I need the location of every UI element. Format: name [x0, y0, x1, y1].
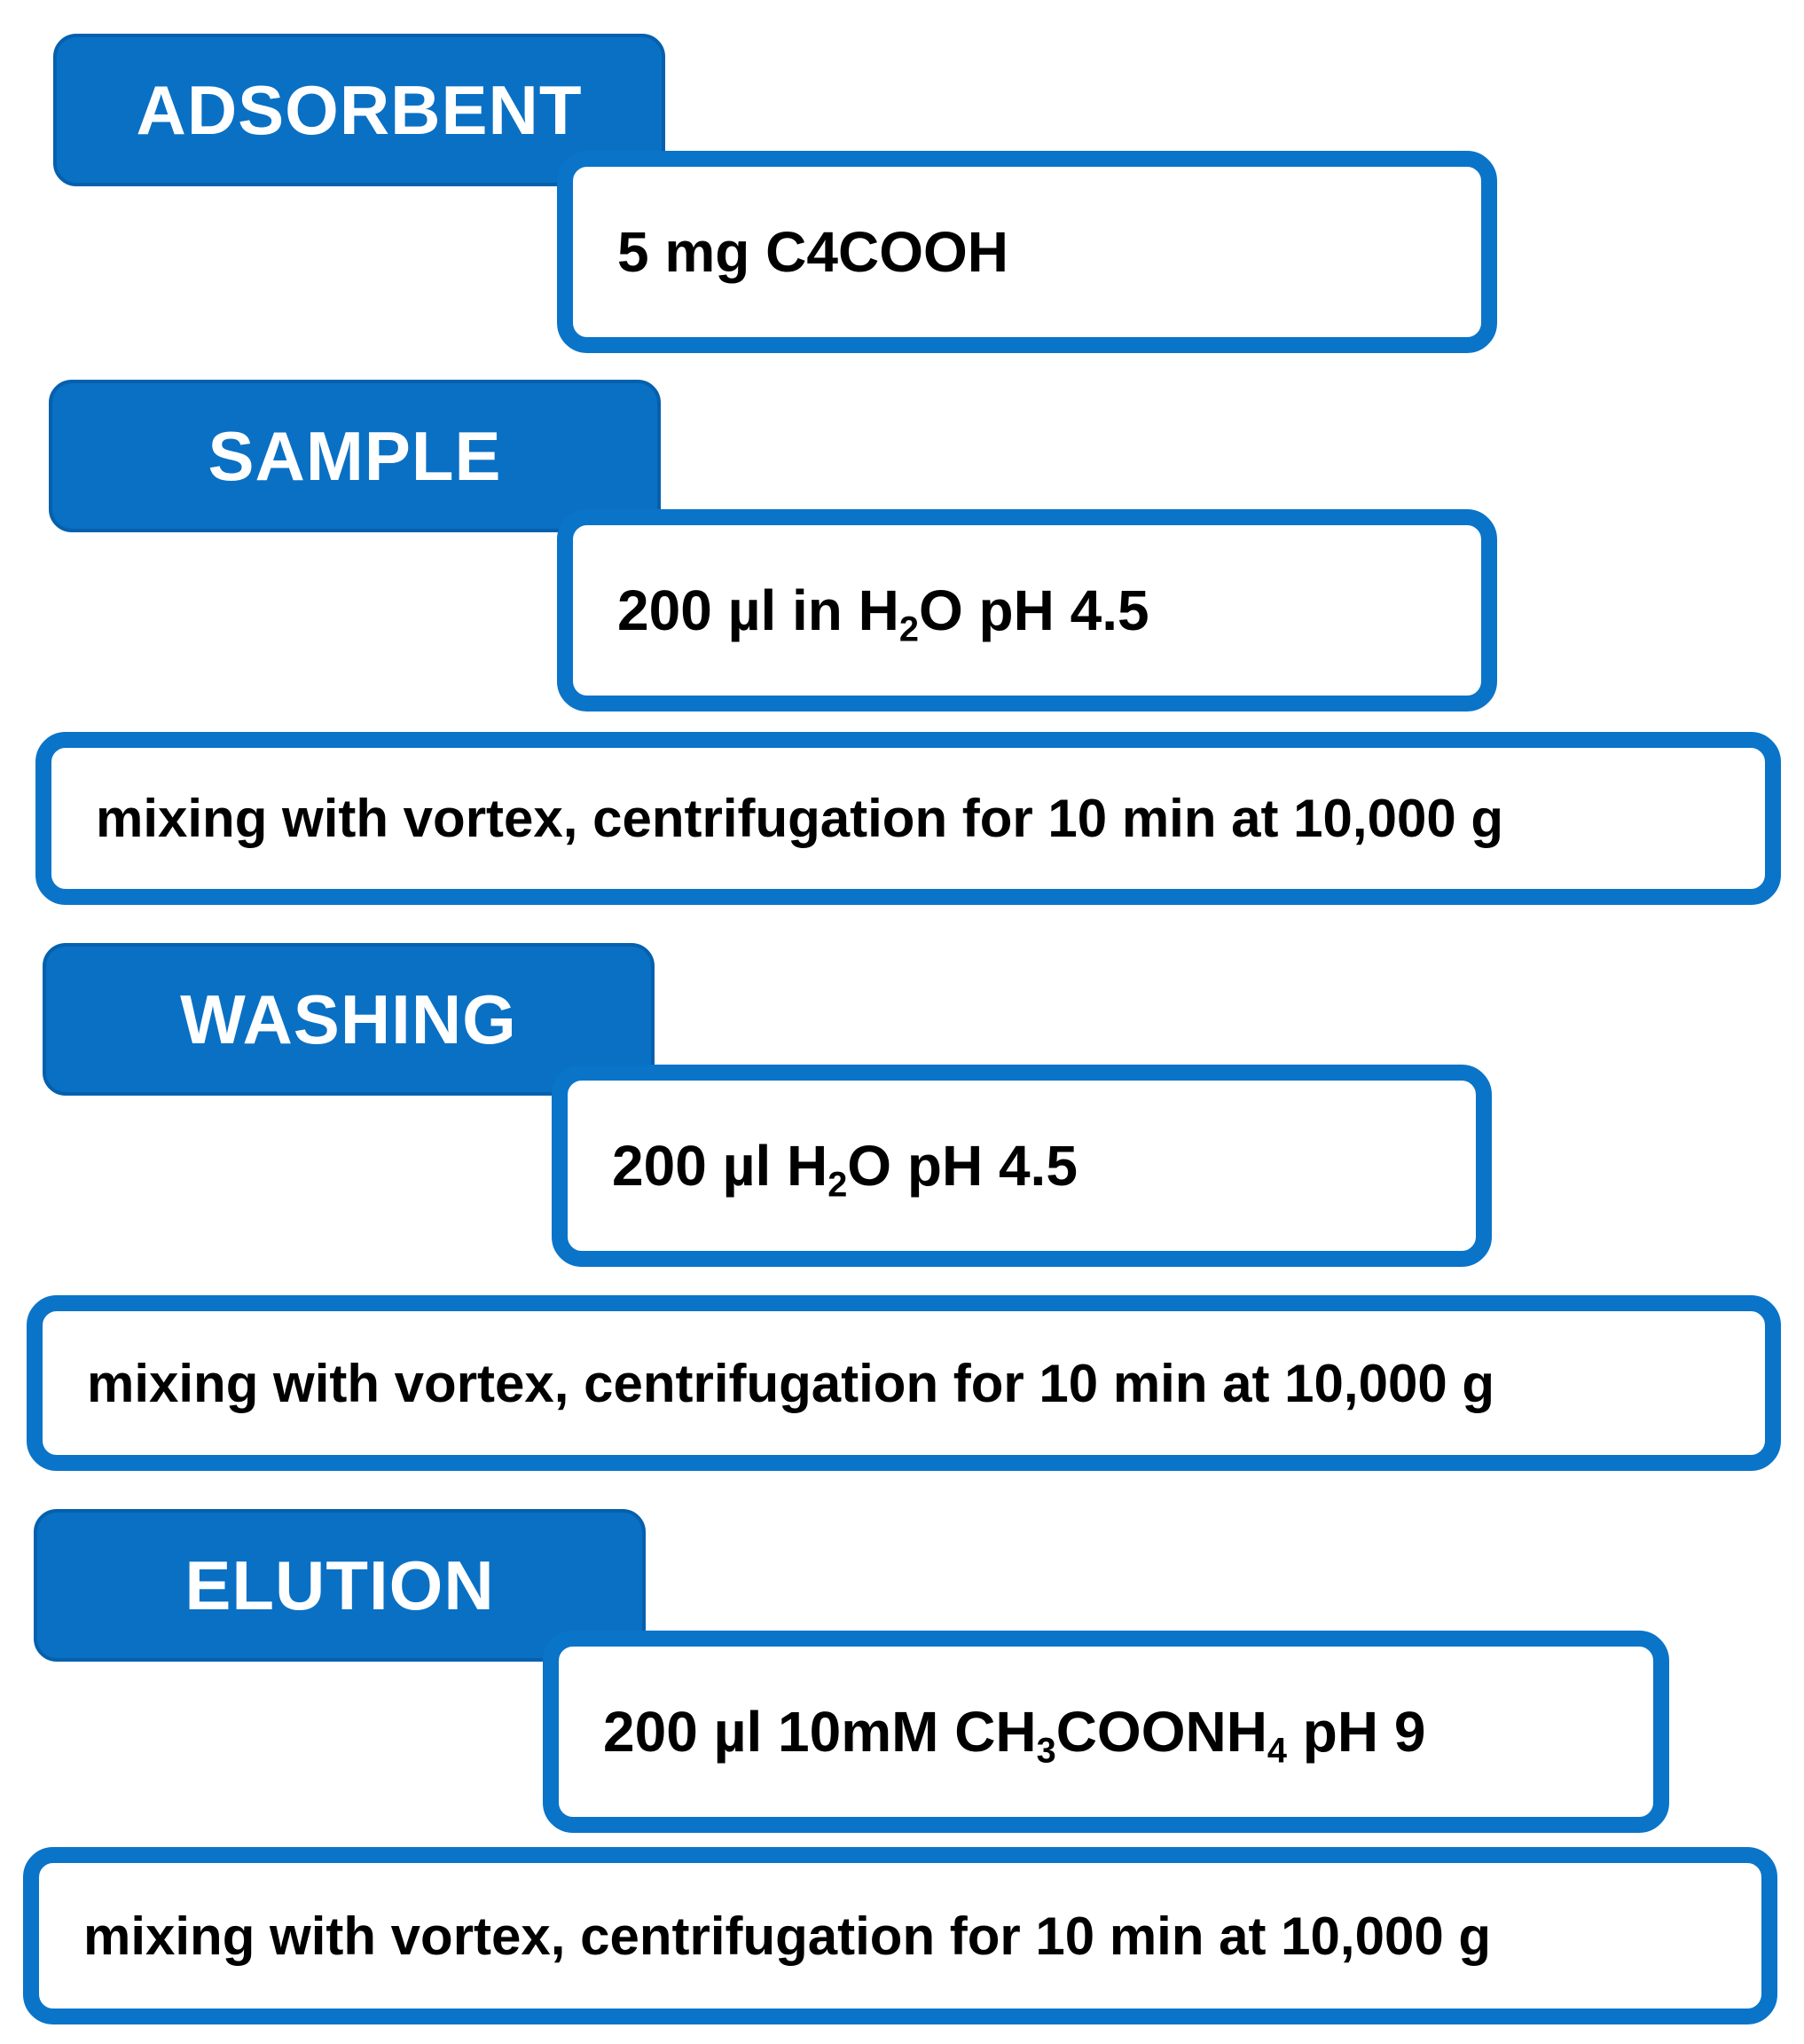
process-note-text: mixing with vortex, centrifugation for 10 min at 10,000 g [87, 1353, 1495, 1413]
step-label-text: SAMPLE [208, 416, 502, 495]
step-value-text: 200 µl 10mM $CH_3COONH_4$ pH 9 [603, 1700, 1426, 1771]
process-note-text: mixing with vortex, centrifugation for 10 min at 10,000 g [83, 1906, 1492, 1966]
step-label-text: ELUTION [184, 1545, 495, 1624]
step-value-text: 5 mg C4COOH [617, 220, 1008, 284]
step-value-washing [552, 1065, 1492, 1267]
process-note-washing [27, 1295, 1781, 1471]
process-note-elution [23, 1847, 1777, 2024]
step-value-elution [543, 1631, 1669, 1833]
step-value-text: 200 µl $H_2O$ pH 4.5 [612, 1134, 1078, 1205]
step-label-text: WASHING [180, 979, 517, 1058]
process-note-sample [35, 732, 1781, 905]
step-value-text: 200 µl in $H_2O$ pH 4.5 [617, 578, 1149, 649]
step-value-adsorbent [557, 151, 1497, 353]
process-note-text: mixing with vortex, centrifugation for 10 min at 10,000 g [96, 789, 1504, 848]
step-label-text: ADSORBENT [136, 70, 583, 149]
step-label-sample [49, 380, 661, 532]
step-value-sample [557, 509, 1497, 711]
